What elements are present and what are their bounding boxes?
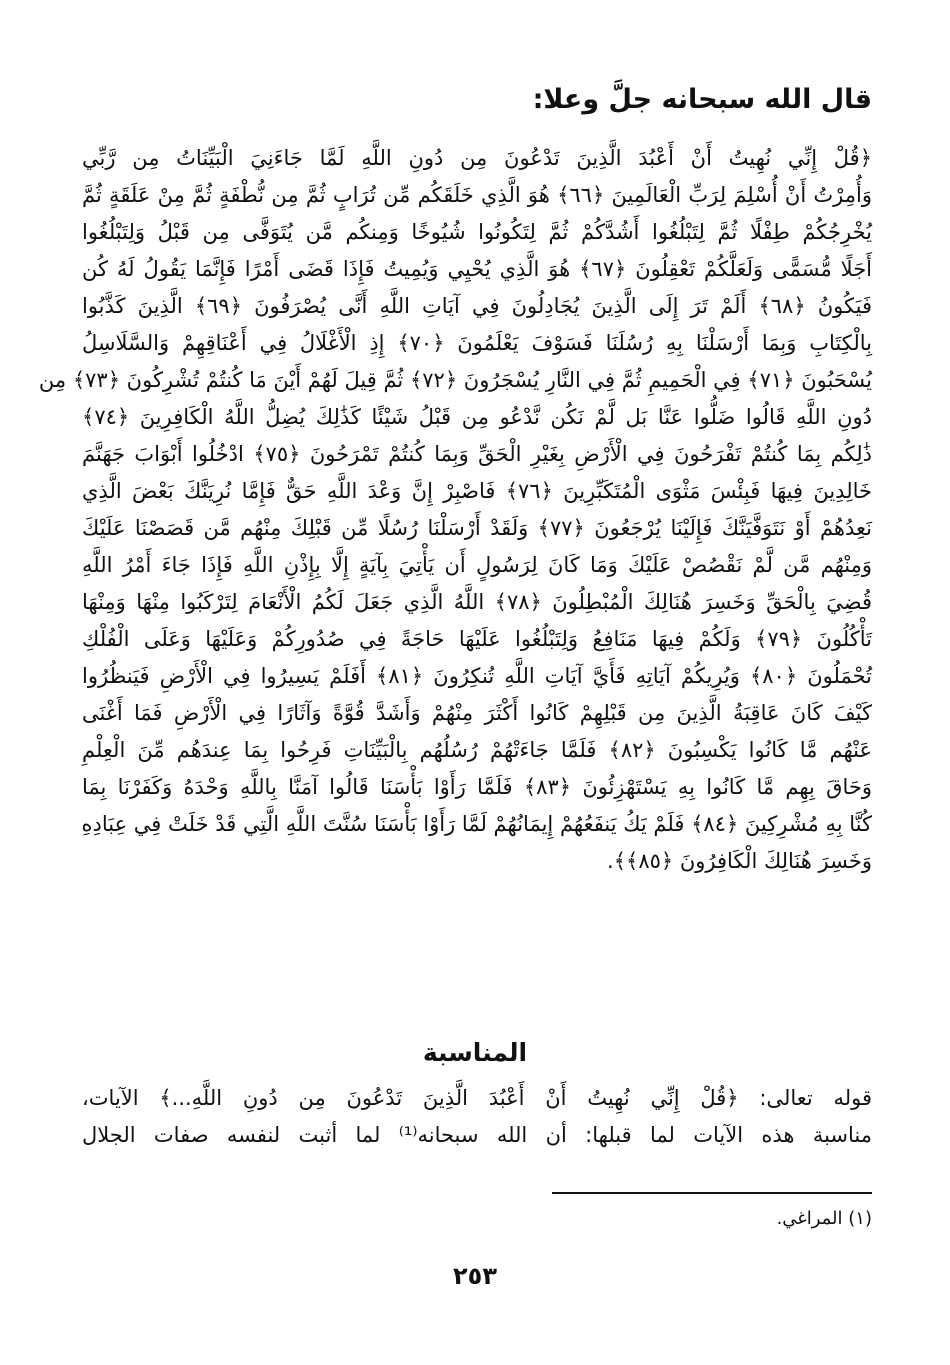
verse-line: أَجَلًا مُّسَمًّى وَلَعَلَّكُمْ تَعْقِلُونَ ﴿٦٧﴾ هُوَ الَّذِي يُحْيِي وَيُمِيتُ فَإِذَا قَضَى أَمْرًا فَإِنَّمَا يَقُولُ لَهُ كُن [82, 257, 873, 281]
page-number: ٢٥٣ [453, 1262, 497, 1290]
verse-line: ذَٰلِكُم بِمَا كُنتُمْ تَفْرَحُونَ فِي الْأَرْضِ بِغَيْرِ الْحَقِّ وَبِمَا كُنتُمْ تَمْرَحُونَ ﴿٧٥﴾ ادْخُلُوا أَبْوَابَ جَهَنَّمَ [82, 442, 872, 466]
verse-line: خَالِدِينَ فِيهَا فَبِئْسَ مَثْوَى الْمُتَكَبِّرِينَ ﴿٧٦﴾ فَاصْبِرْ إِنَّ وَعْدَ اللَّهِ حَقٌّ فَإِمَّا نُرِيَنَّكَ بَعْضَ الَّذِي [82, 479, 872, 503]
quran-verses-block [38, 140, 873, 880]
verse-line: تُحْمَلُونَ ﴿٨٠﴾ وَيُرِيكُمْ آيَاتِهِ فَأَيَّ آيَاتِ اللَّهِ تُنكِرُونَ ﴿٨١﴾ أَفَلَمْ يَسِيرُوا فِي الْأَرْضِ فَيَنظُرُوا [82, 664, 872, 688]
verse-line: دُونِ اللَّهِ قَالُوا ضَلُّوا عَنَّا بَل لَّمْ نَكُن نَّدْعُو مِن قَبْلُ شَيْئًا كَذَٰلِكَ يُضِلُّ اللَّهُ الْكَافِرِينَ ﴿٧٤﴾ [82, 405, 872, 429]
footnote-divider [552, 1192, 872, 1194]
verse-line: تَأْكُلُونَ ﴿٧٩﴾ وَلَكُمْ فِيهَا مَنَافِعُ وَلِتَبْلُغُوا عَلَيْهَا حَاجَةً فِي صُدُورِكُمْ وَعَلَيْهَا وَعَلَى الْفُلْكِ [82, 627, 872, 651]
verse-line: نَعِدُهُمْ أَوْ نَتَوَفَّيَنَّكَ فَإِلَيْنَا يُرْجَعُونَ ﴿٧٧﴾ وَلَقَدْ أَرْسَلْنَا رُسُلًا مِّن قَبْلِكَ مِنْهُم مَّن قَصَصْنَا عَلَيْكَ [82, 516, 872, 540]
verse-line: وَخَسِرَ هُنَالِكَ الْكَافِرُونَ ﴿٨٥﴾﴾. [607, 849, 872, 873]
intro-heading: قال الله سبحانه جلَّ وعلا: [532, 84, 872, 115]
verse-line: كَيْفَ كَانَ عَاقِبَةُ الَّذِينَ مِن قَبْلِهِمْ كَانُوا أَكْثَرَ مِنْهُمْ وَأَشَدَّ قُوَّةً وَآثَارًا فِي الْأَرْضِ فَمَا أَغْنَى [82, 701, 872, 725]
verse-line: يُسْحَبُونَ ﴿٧١﴾ فِي الْحَمِيمِ ثُمَّ فِي النَّارِ يُسْجَرُونَ ﴿٧٢﴾ ثُمَّ قِيلَ لَهُمْ أَيْنَ مَا كُنتُمْ تُشْرِكُونَ ﴿٧٣﴾ مِن [38, 368, 872, 392]
verse-line: قُضِيَ بِالْحَقِّ وَخَسِرَ هُنَالِكَ الْمُبْطِلُونَ ﴿٧٨﴾ اللَّهُ الَّذِي جَعَلَ لَكُمُ الْأَنْعَامَ لِتَرْكَبُوا مِنْهَا وَمِنْهَا [82, 590, 872, 614]
verse-line: فَيَكُونُ ﴿٦٨﴾ أَلَمْ تَرَ إِلَى الَّذِينَ يُجَادِلُونَ فِي آيَاتِ اللَّهِ أَنَّى يُصْرَفُونَ ﴿٦٩﴾ الَّذِينَ كَذَّبُوا [82, 294, 872, 318]
footnote: (١) المراغي. [776, 1208, 872, 1229]
verse-line: يُخْرِجُكُمْ طِفْلًا ثُمَّ لِتَبْلُغُوا أَشُدَّكُمْ ثُمَّ لِتَكُونُوا شُيُوخًا وَمِنكُم مَّن يُتَوَفَّى مِن قَبْلُ وَلِتَبْلُغُوا [82, 220, 872, 244]
section-heading: المناسبة [422, 1038, 528, 1067]
verse-line: عَنْهُم مَّا كَانُوا يَكْسِبُونَ ﴿٨٢﴾ فَلَمَّا جَاءَتْهُمْ رُسُلُهُم بِالْبَيِّنَاتِ فَرِحُوا بِمَا عِندَهُم مِّنَ الْعِلْمِ [82, 738, 872, 762]
verse-line: وَأُمِرْتُ أَنْ أُسْلِمَ لِرَبِّ الْعَالَمِينَ ﴿٦٦﴾ هُوَ الَّذِي خَلَقَكُم مِّن تُرَابٍ ثُمَّ مِن نُّطْفَةٍ ثُمَّ مِنْ عَلَقَةٍ ثُمَّ [82, 183, 872, 207]
verse-line: بِالْكِتَابِ وَبِمَا أَرْسَلْنَا بِهِ رُسُلَنَا فَسَوْفَ يَعْلَمُونَ ﴿٧٠﴾ إِذِ الْأَغْلَالُ فِي أَعْنَاقِهِمْ وَالسَّلَاسِلُ [82, 331, 872, 355]
body-paragraph [82, 1080, 872, 1154]
body-line: مناسبة هذه الآيات لما قبلها: أن الله سبحانه⁽¹⁾ لما أثبت لنفسه صفات الجلال [82, 1123, 872, 1147]
verse-line: كُنَّا بِهِ مُشْرِكِينَ ﴿٨٤﴾ فَلَمْ يَكُ يَنفَعُهُمْ إِيمَانُهُمْ لَمَّا رَأَوْا بَأْسَنَا سُنَّتَ اللَّهِ الَّتِي قَدْ خَلَتْ فِي عِبَادِهِ [81, 812, 872, 836]
verse-line: وَمِنْهُم مَّن لَّمْ نَقْصُصْ عَلَيْكَ وَمَا كَانَ لِرَسُولٍ أَن يَأْتِيَ بِآيَةٍ إِلَّا بِإِذْنِ اللَّهِ فَإِذَا جَاءَ أَمْرُ اللَّهِ [82, 553, 872, 577]
verse-line: ﴿قُلْ إِنِّي نُهِيتُ أَنْ أَعْبُدَ الَّذِينَ تَدْعُونَ مِن دُونِ اللَّهِ لَمَّا جَاءَنِيَ الْبَيِّنَاتُ مِن رَّبِّي [82, 146, 872, 170]
verse-line: وَحَاقَ بِهِم مَّا كَانُوا بِهِ يَسْتَهْزِئُونَ ﴿٨٣﴾ فَلَمَّا رَأَوْا بَأْسَنَا قَالُوا آمَنَّا بِاللَّهِ وَحْدَهُ وَكَفَرْنَا بِمَا [82, 775, 872, 799]
body-line: قوله تعالى: ﴿قُلْ إِنِّي نُهِيتُ أَنْ أَعْبُدَ الَّذِينَ تَدْعُونَ مِن دُونِ اللَّهِ...﴾ الآيات، [82, 1086, 872, 1110]
